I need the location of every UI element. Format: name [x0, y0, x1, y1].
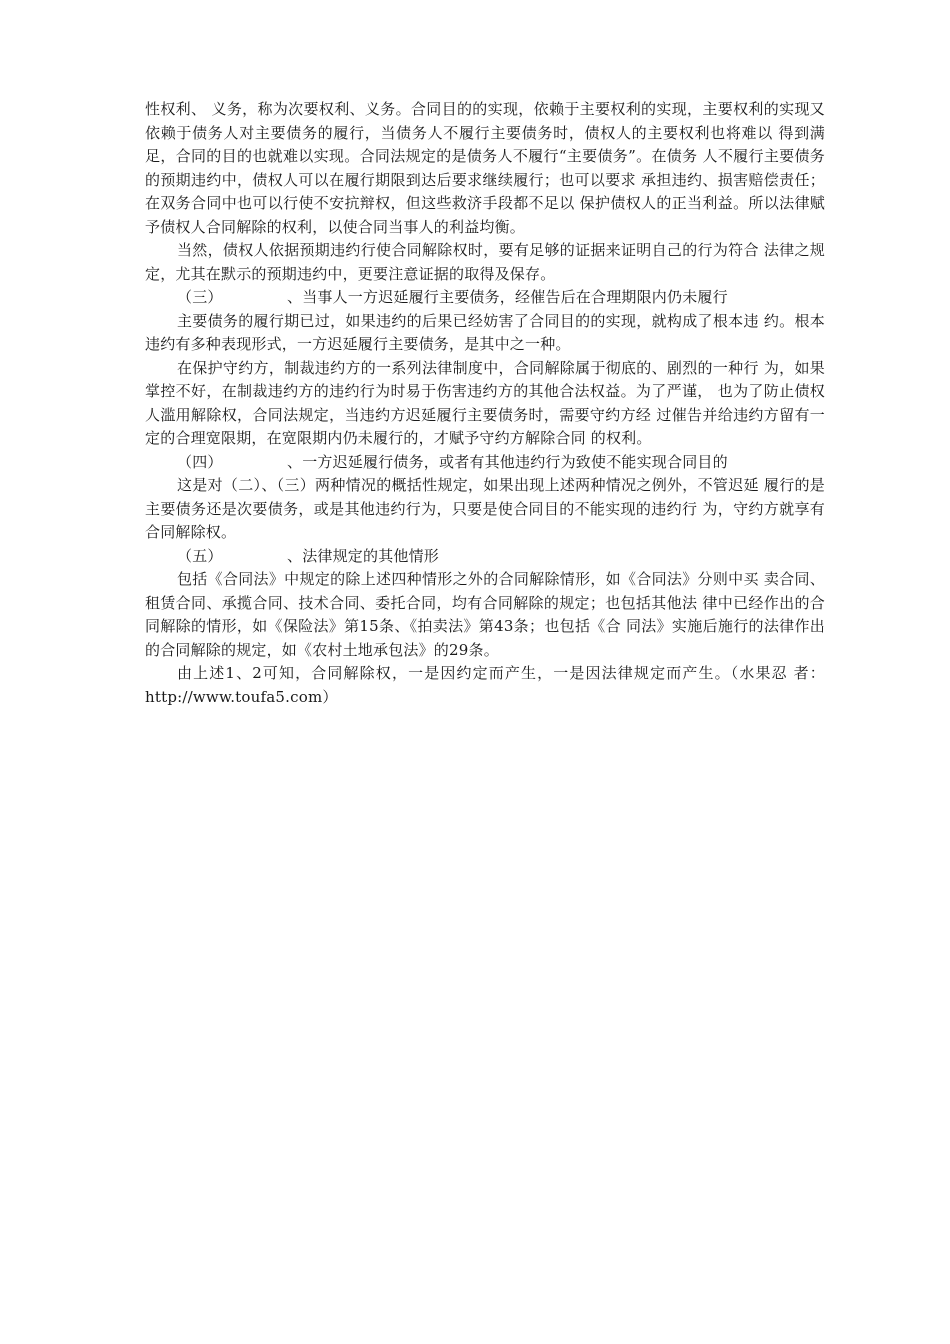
paragraph-2: 当然，债权人依据预期违约行使合同解除权时，要有足够的证据来证明自己的行为符合 法律之规定，尤其在默示的预期违约中，更要注意证据的取得及保存。 — [145, 241, 825, 283]
paragraph-10: 由上述1、2可知，合同解除权，一是因约定而产生，一是因法律规定而产生。（水果忍 者：http://www.toufa5.com） — [145, 664, 825, 706]
paragraph-9: 包括《合同法》中规定的除上述四种情形之外的合同解除情形，如《合同法》分则中买 卖合同、租赁合同、承揽合同、技术合同、委托合同，均有合同解除的规定；也包括其他法 律中已经作出的合同解除的情形，如《保险法》第15条、《拍卖法》第43条；也包括《合 同法》实施后施行的法律作出的合同解除的规定，如《农村土地承包法》的29条。 — [145, 570, 825, 659]
paragraph-1: 性权利、 义务，称为次要权利、义务。合同目的的实现，依赖于主要权利的实现，主要权利的实现又 依赖于债务人对主要债务的履行，当债务人不履行主要债务时，债权人的主要权利也将难以 得到满足，合同的目的也就难以实现。合同法规定的是债务人不履行“主要债务”。在债务 人不履行主要债务的预期违约中，债权人可以在履行期限到达后要求继续履行；也可以要求 承担违约、损害赔偿责任；在双务合同中也可以行使不安抗辩权，但这些救济手段都不足以 保护债权人的正当利益。所以法律赋予债权人合同解除的权利，以使合同当事人的利益均衡。 — [145, 100, 825, 236]
section-number: （五） — [177, 546, 223, 565]
document-page — [145, 98, 825, 709]
section-title: 、当事人一方迟延履行主要债务，经催告后在合理期限内仍未履行 — [287, 288, 728, 306]
section-number: （四） — [177, 452, 223, 471]
section-number: （三） — [177, 288, 223, 306]
section-heading-5 — [145, 545, 825, 569]
section-heading-3 — [145, 286, 825, 310]
paragraph-4: 主要债务的履行期已过，如果违约的后果已经妨害了合同目的的实现，就构成了根本违 约。根本违约有多种表现形式，一方迟延履行主要债务，是其中之一种。 — [145, 311, 825, 353]
section-title: 、一方迟延履行债务，或者有其他违约行为致使不能实现合同目的 — [287, 452, 728, 471]
paragraph-5: 在保护守约方，制裁违约方的一系列法律制度中，合同解除属于彻底的、剧烈的一种行 为，如果掌控不好，在制裁违约方的违约行为时易于伤害违约方的其他合法权益。为了严谨， 也为了防止债权人滥用解除权，合同法规定，当违约方迟延履行主要债务时，需要守约方经 过催告并给违约方留有一定的合理宽限期，在宽限期内仍未履行的，才赋予守约方解除合同 的权利。 — [145, 358, 825, 447]
section-heading-4 — [145, 451, 825, 475]
section-title: 、法律规定的其他情形 — [287, 546, 440, 565]
paragraph-7: 这是对（二）、（三）两种情况的概括性规定，如果出现上述两种情况之例外，不管迟延 履行的是主要债务还是次要债务，或是其他违约行为，只要是使合同目的不能实现的违约行 为，守约方就享有合同解除权。 — [145, 476, 825, 541]
